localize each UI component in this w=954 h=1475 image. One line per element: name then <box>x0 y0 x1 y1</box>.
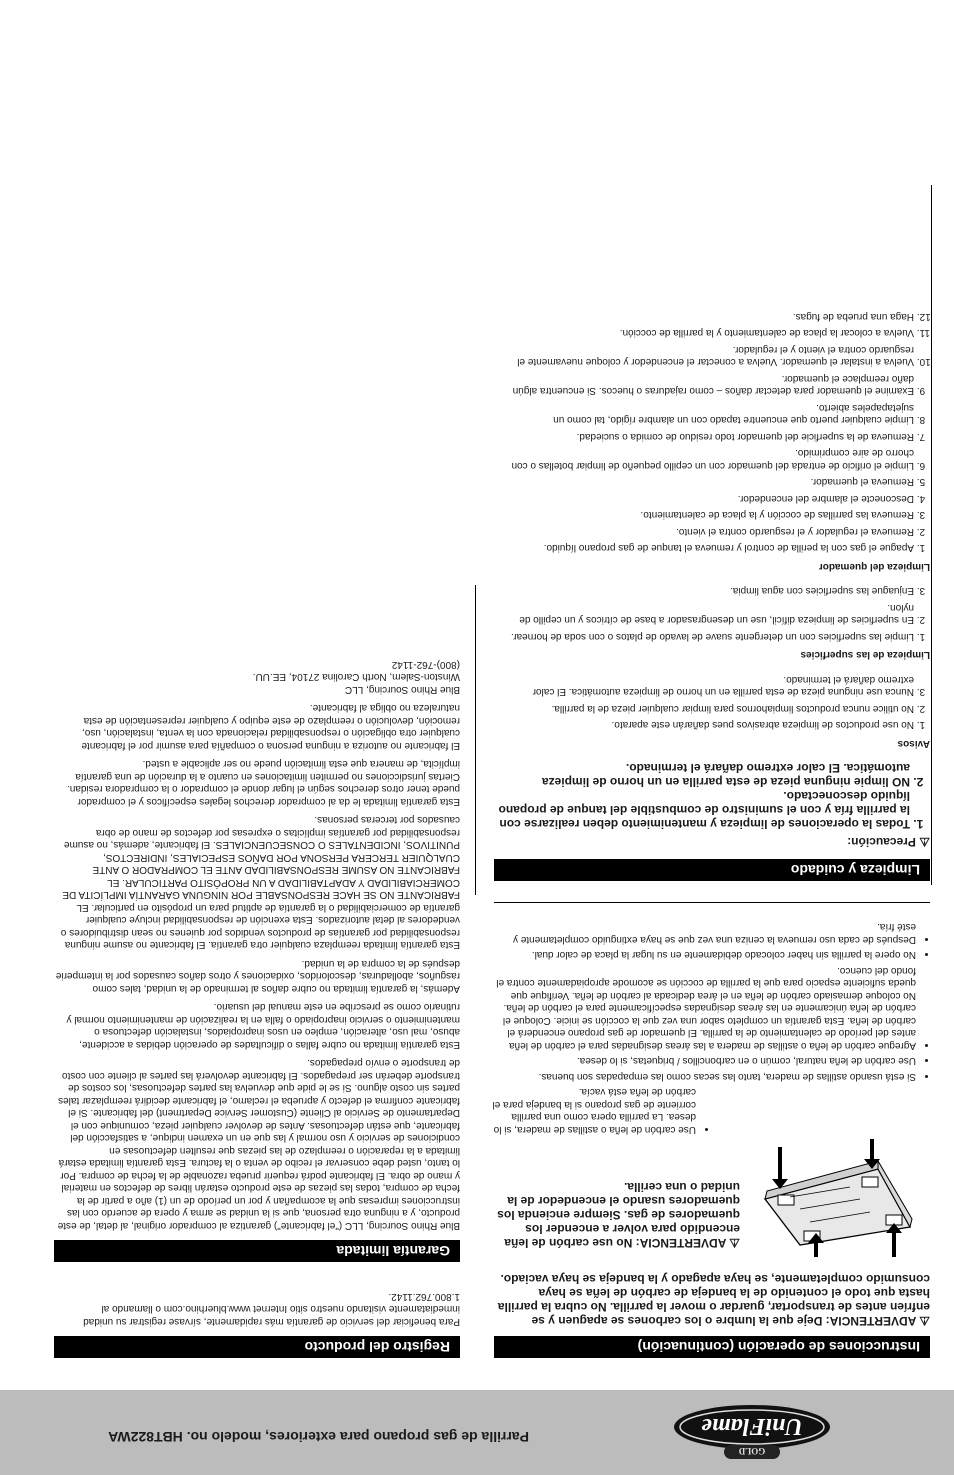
registro-text: Para beneficiar del servicio de garantía más rapidamente, sírvase registrar su unidad inmediatamente visitando nuestro sitio Internet www.bluerhino.com o llamando al 1.800.762.1142. <box>83 1291 460 1327</box>
garantia-paragraph: Además, la garantía limitada no cubre daños al terminado de la unidad, tales como rasguños, abolladuras, descoloridos, oxidaciones y otros daños causados por la intemperie después de la compra de la unidad. <box>55 958 460 994</box>
warning-coal <box>494 1180 740 1250</box>
warning-coal-text: ADVERTENCIA: No use carbón de leña encendido para volver a encender los quemadores de gas. Siempre encienda los quemadores usando el encendedor de la unidad o una cerilla. <box>497 1180 740 1250</box>
garantia-paragraph: Blue Rhino Sourcing, LLC ("el fabricante") garantiza al comprador original, al detal, de este producto, y a ninguna otra persona, que si la unidad se arma y opera de acuerdo con las instrucciones impresas que la acompañan y por un período de un (1) año a partir de la fecha de compra, todas las piezas de este producto estarán libres de defectos en material y mano de obra. El fabricante podrá requerir prueba razonable de la fecha de compra. Por lo tanto, usted debe conservar el recibo de venta o la factura. Esta garantía limitada estará limitada a la reparación o reemplazo de las piezas que resulten defectuosas en condiciones de servicio y uso normal y las que en un examen indique, a satisfacción del fabricante, que están defectuosas. Antes de devolver cualquier pieza, comunique con el Departamento de Servicio al Cliente (Customer Service Department) del fabricante. Si el fabricante confirma el defecto y aprueba el reclamo, el fabricante decidirá reemplazar tales partes sin costo alguno. Si se le pide que devuelva las partes defectuosas, los costos de transporte deberán ser prepagados. El fabricante devolverá las partes al cliente con costo de transporte o envío prepagados. <box>57 1057 460 1231</box>
quemador-item: 6. Limpie el orificio de entrada del quemador con un cepillo pequeño de limpiar botellas o con chorro de aire comprimido. <box>494 446 914 471</box>
superficies-heading: Limpieza de las superficies <box>800 649 930 661</box>
bullet-item: • Use carbón de leña o astillas de madera, si lo desea. La parrilla opera como una parrilla corriente de gas propano si la bandeja para el carbón de leña está vacía. <box>486 1085 696 1135</box>
avisos-list <box>494 673 930 731</box>
garantia-content <box>54 658 460 1232</box>
quemador-item: 4. Desconecte el alambre del encendedor. <box>494 492 914 505</box>
precaucion-list <box>494 761 930 831</box>
avisos-heading: Avisos <box>897 738 930 749</box>
aviso-item: 1. No use productos de limpieza abrasivos pues dañarán este aparato. <box>494 718 914 731</box>
logo-text: UniFlame <box>701 1413 803 1439</box>
garantia-paragraph: El fabricante no autoriza a ninguna persona o compañía para asumir por el fabricante cualquier otra obligación o responsabilidad relacionada con la venta, instalación, uso, remoción, devolución o reemplazo de este equipo y cualquier representación de esta naturaleza no obliga al fabricante. <box>81 702 460 751</box>
limpieza-content <box>494 306 930 850</box>
superficie-item: 2. En superficies de limpieza difícil, use un desengrasador a base de cítricos y un cepillo de nylon. <box>494 601 914 626</box>
column-rule-left <box>931 185 932 885</box>
warning-triangle-icon: ⚠ <box>915 835 930 849</box>
quemador-item: 1. Apague el gas con la perilla de control y remueva el tanque de gas propano líquido. <box>494 541 914 554</box>
logo-sub: GOLD <box>738 1446 766 1456</box>
dual-heat-plate-illustration <box>755 1132 930 1257</box>
quemador-item: 2. Remueva el regulador y el resguardo contra el viento. <box>494 525 914 538</box>
garantia-paragraph: Esta garantía limitada reemplaza cualquier otra garantía. El fabricante no asume ninguna responsabilidad por garantías de productos vendidos por quienes no sean distribuidores o vendedores al detal autorizados. Esta exención de responsabilidad incluye cualquier garantía de comerciabilidad o la garantía de aptitud para un propósito en particular. EL FABRICANTE NO SE HACE RESPONSABLE POR NINGUNA GARANTÍA IMPLÍCITA DE COMERCIABILIDAD Y ADAPTABILIDAD A UN PROPÓSITO PARTICULAR. EL FABRICANTE NO ASUME RESPONSABILIDAD ANTE EL COMPRADOR O ANTE CUALQUIER TERCERA PERSONA POR DAÑOS ESPECIALES, INDIRECTOS, PUNITIVOS, INCIDENTALES O CONSECUENCIALES. El fabricante, además, no asume responsabilidad por garantías implícitas o expresas por defectos de mano de obra causados por terceras personas. <box>60 814 460 951</box>
superficie-item: 1. Limpie las superficies con un detergente suave de lavado de platos o con soda de hornear. <box>494 630 914 643</box>
section-bar-limpieza: Limpieza y cuidado <box>494 859 930 881</box>
quemador-list <box>494 310 930 554</box>
quemador-heading: Limpieza del quemador <box>818 561 930 572</box>
warning-triangle-icon: ⚠ <box>916 1314 930 1328</box>
section-bar-garantia: Garantía limitada <box>54 1240 460 1262</box>
bullet-item: • Si está usando astillas de madera, tanto las secas como las empapadas son buenas. <box>494 1070 916 1083</box>
superficie-item: 3. Enjuague las superficies con agua limpia. <box>494 584 914 597</box>
aviso-item: 2. No utilice nunca productos limpiahornos para limpiar cualquier pieza de la parrilla. <box>494 702 914 715</box>
precaucion-label: ⚠ Precaución: <box>847 835 930 849</box>
column-divider <box>494 902 930 903</box>
quemador-item: 8. Limpie cualquier puerto que encuentre tapado con un alambre rígido, tal como un sujetapapeles abierto. <box>494 401 914 426</box>
quemador-item: 7. Remueva de la superficie del quemador todo residuo de comida o suciedad. <box>494 430 914 443</box>
quemador-item: 11. Vuelva a colocar la placa de calentamiento y la parrilla de cocción. <box>494 326 914 339</box>
section-bar-registro: Registro del producto <box>54 1336 460 1358</box>
aviso-item: 3. Nunca use ninguna pieza de esta parrilla en un horno de limpieza automática. El calor extremo dañará el terminado. <box>494 673 914 698</box>
operacion-bullets <box>494 917 930 1135</box>
warning-triangle-icon: ⚠ <box>726 1236 740 1250</box>
precaucion-item: 1. Todas la operaciones de limpieza y mantenimiento deben realizarse con la parrilla fría y con el suministro de combustible del tanque de propano líquido desconectado. <box>494 789 910 831</box>
address-line: Winston-Salem, North Carolina 27104, EE.UU. <box>252 671 460 683</box>
quemador-item: 3. Remueva las parrillas de cocción y la placa de calentamiento. <box>494 508 914 521</box>
garantia-paragraph: Esta garantía limitada no cubre fallas o dificultades de operación debidas a accidente, abuso, mal uso, alteración, empleo en usos inapropiados, instalación defectuosa o mantenimiento o servicio inapropiado o falla en la realización de mantenimiento normal y rutinario como se prescribe en este manual del usuario. <box>66 1001 460 1050</box>
operacion-warning-coal <box>494 1180 740 1250</box>
uniflame-logo <box>672 1403 832 1461</box>
bullet-item: • No opere la parrilla sin haber colocado debidamente en su lugar la placa de calor dual. <box>494 948 916 961</box>
warning-cool <box>494 1272 930 1328</box>
precaucion-item: 2. NO limpie ninguna pieza de esta parrilla en un horno de limpieza automática. El calor extremo dañará el terminado. <box>494 761 910 789</box>
header-band <box>0 1390 954 1475</box>
quemador-item: 5. Remueva el quemador. <box>494 475 914 488</box>
registro-content <box>54 1290 460 1328</box>
superficies-list <box>494 584 930 642</box>
warning-cool-text: ADVERTENCIA: Deje que la lumbre o los carbones se apaguen y se enfríen antes de transportar, guardar o mover la parrilla. No cubra la parrilla hasta que todo el contenido de la bandeja de carbón de leña se haya consumido completamente, se haya apagado y la bandeja se haya vaciado. <box>497 1272 930 1328</box>
bullet-item: • Use carbón de leña natural, común o en carboncillos / briquetas, si lo desea. <box>494 1054 916 1067</box>
column-rule-center <box>475 585 476 895</box>
bullet-item: • Después de cada uso remueva la ceniza una vez que se haya extinguido completamente y esté fría. <box>494 920 916 945</box>
bullet-item: • Agregue carbón de leña o astillas de madera a las áreas designadas para el carbón de leña antes del período de calentamiento de la parrilla. El quemador de gas propano encenderá el carbón de leña. Esta garantía un completo sabor una vez que la cocción se inicie. Coloque el carbón de leña únicamente en las áreas designadas específicamente para el carbón de leña. No coloque demasiado carbón de leña en el área dedicada al carbón de leña. Verifique que queda suficiente espacio para que la parrilla de cocción se acomode apropiadamente contra el fondo del cuenco. <box>494 964 916 1052</box>
address-line: Blue Rhino Sourcing, LLC <box>344 684 460 695</box>
garantia-paragraph: Esta garantía limitada le da al comprador derechos legales específicos y el comprador puede tener otros derechos según el lugar donde el comprador o la compradora residan. Ciertas jurisdicciones no permiten limitaciones en cuanto a la duración de una garantía implícita, de manera que esta limitación puede no ser aplicable a usted. <box>66 758 460 807</box>
quemador-item: 12. Haga una prueba de fugas. <box>494 310 914 323</box>
operacion-top-warning <box>494 1272 930 1328</box>
quemador-item: 9. Examine el quemador para detectar daños – como rajaduras o huecos. Si encuentra algún daño reemplace el quemador. <box>494 372 914 397</box>
address-line: (800)-762-1142 <box>391 659 460 670</box>
document-title: Parrilla de gas propano para exteriores, modelo no. HBT822WA <box>108 1429 529 1445</box>
quemador-item: 10. Vuelva a instalar el quemador. Vuelva a conectar el encendedor y coloque nuevamente el resguardo contra el viento y el regulador. <box>494 343 914 368</box>
section-bar-operacion: Instrucciones de operación (continuación) <box>494 1336 930 1358</box>
